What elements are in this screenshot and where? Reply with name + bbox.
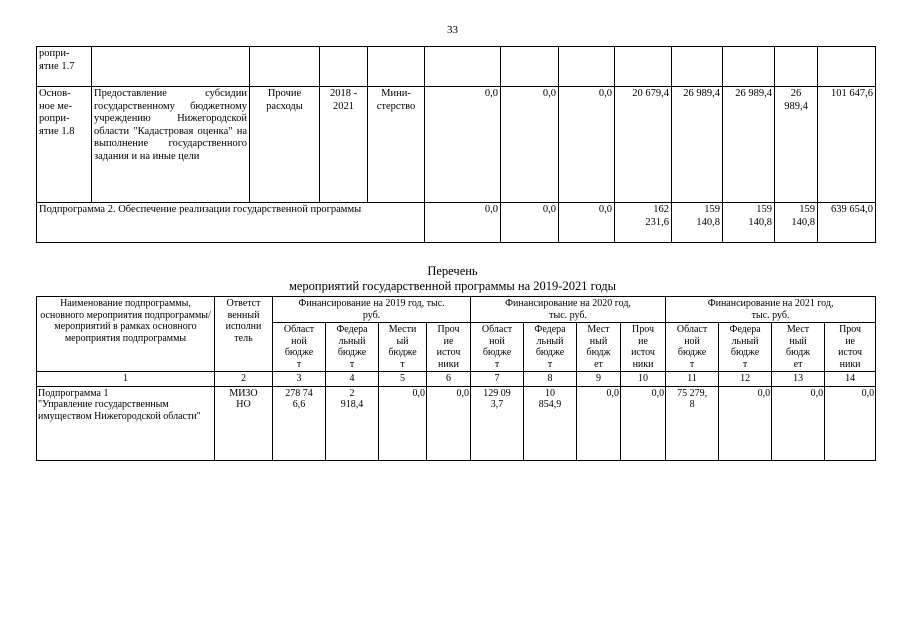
header-name: Наименование подпрограммы, основного мероприятия подпрограммы/ мероприятий в рамках основного мероприятия подпрограммы: [37, 297, 215, 372]
measures-list-table: [36, 296, 876, 461]
value-cell: 75 279, 8: [666, 386, 719, 460]
column-number: 1: [37, 372, 215, 387]
table-row: [37, 87, 876, 203]
executor: Мини- стерство: [368, 87, 425, 203]
value-cell: 0,0: [379, 386, 427, 460]
subheader-cell: Проч ие источ ники: [621, 323, 666, 372]
column-number: 6: [427, 372, 471, 387]
table-row: [37, 47, 876, 87]
column-number: 12: [719, 372, 772, 387]
value-cell: 0,0: [559, 203, 615, 243]
header-2021: Финансирование на 2021 год, тыс. руб.: [666, 297, 876, 323]
table-row: [37, 386, 876, 460]
value-cell: 20 679,4: [615, 87, 672, 203]
subheader-cell: Област ной бюдже т: [273, 323, 326, 372]
column-number: 9: [577, 372, 621, 387]
value-cell: 10 854,9: [524, 386, 577, 460]
subheader-cell: Проч ие источ ники: [427, 323, 471, 372]
subprogram-name: Подпрограмма 1 "Управление государственным имуществом Нижегородской области": [37, 386, 215, 460]
value-cell: 0,0: [825, 386, 876, 460]
column-number: 3: [273, 372, 326, 387]
expense-type: Прочие расходы: [250, 87, 320, 203]
subheader-cell: Федера льный бюдже т: [719, 323, 772, 372]
column-number: 11: [666, 372, 719, 387]
subheader-cell: Мест ный бюдж ет: [577, 323, 621, 372]
value-cell: 0,0: [577, 386, 621, 460]
program-funding-table: [36, 46, 876, 243]
value-cell: 0,0: [559, 87, 615, 203]
column-number: 13: [772, 372, 825, 387]
column-number: 5: [379, 372, 427, 387]
value-cell: 159 140,8: [723, 203, 775, 243]
subheader-cell: Федера льный бюдже т: [524, 323, 577, 372]
measure-description: Предоставление субсидии государственному бюджетному учреждению Нижегородской области "Кадастровая оценка" на выполнение государственного задания и на иные цели: [92, 87, 250, 203]
column-number: 7: [471, 372, 524, 387]
header-2020: Финансирование на 2020 год, тыс. руб.: [471, 297, 666, 323]
value-cell: 0,0: [772, 386, 825, 460]
column-number: 10: [621, 372, 666, 387]
header-row: [37, 297, 876, 323]
header-2019: Финансирование на 2019 год, тыс. руб.: [273, 297, 471, 323]
value-cell: 0,0: [425, 203, 501, 243]
measure-cell: ропри- ятие 1.7: [37, 47, 92, 87]
value-cell: 0,0: [501, 203, 559, 243]
table-row: [37, 203, 876, 243]
value-cell: 101 647,6: [818, 87, 876, 203]
column-number: 4: [326, 372, 379, 387]
subheader-cell: Мест ный бюдж ет: [772, 323, 825, 372]
column-number: 2: [215, 372, 273, 387]
list-subtitle: мероприятий государственной программы на 2019-2021 годы: [288, 279, 617, 293]
subheader-cell: Федера льный бюдже т: [326, 323, 379, 372]
value-cell: 162 231,6: [615, 203, 672, 243]
subheader-cell: Мести ый бюдже т: [379, 323, 427, 372]
list-title: Перечень: [427, 264, 478, 278]
subheader-cell: Проч ие источ ники: [825, 323, 876, 372]
value-cell: 0,0: [427, 386, 471, 460]
value-cell: 0,0: [501, 87, 559, 203]
column-number: 14: [825, 372, 876, 387]
value-cell: 159 140,8: [672, 203, 723, 243]
subprogram-total-label: Подпрограмма 2. Обеспечение реализации государственной программы: [37, 203, 425, 243]
value-cell: 26 989,4: [723, 87, 775, 203]
value-cell: 0,0: [425, 87, 501, 203]
value-cell: 2 918,4: [326, 386, 379, 460]
value-cell: 129 09 3,7: [471, 386, 524, 460]
header-responsible: Ответст венный исполни тель: [215, 297, 273, 372]
value-cell: 0,0: [719, 386, 772, 460]
value-cell: 26 989,4: [775, 87, 818, 203]
value-cell: 278 74 6,6: [273, 386, 326, 460]
measure-cell: Основ- ное ме- ропри- ятие 1.8: [37, 87, 92, 203]
value-cell: 639 654,0: [818, 203, 876, 243]
value-cell: 0,0: [621, 386, 666, 460]
column-number-row: [37, 372, 876, 387]
period: 2018 - 2021: [320, 87, 368, 203]
value-cell: 26 989,4: [672, 87, 723, 203]
value-cell: 159 140,8: [775, 203, 818, 243]
subheader-cell: Област ной бюдже т: [666, 323, 719, 372]
responsible-executor: МИЗО НО: [215, 386, 273, 460]
subheader-cell: Област ной бюдже т: [471, 323, 524, 372]
page-number: 33: [447, 24, 458, 36]
column-number: 8: [524, 372, 577, 387]
